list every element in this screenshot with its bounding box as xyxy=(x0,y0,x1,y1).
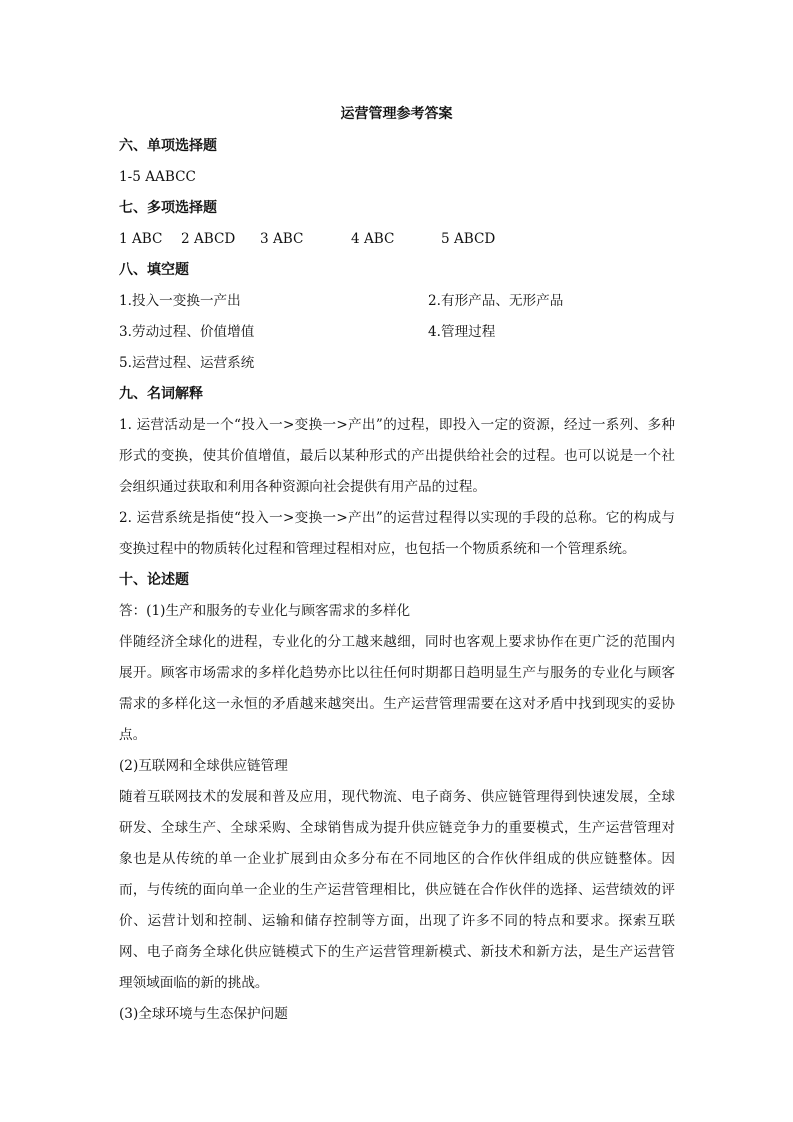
document-body xyxy=(119,131,675,1030)
essay-answer-intro: 答：(1)生产和服务的专业化与顾客需求的多样化 xyxy=(119,603,411,619)
section-heading-multiple-choice: 七、多项选择题 xyxy=(119,200,217,216)
multiple-choice-answer-2: 2 ABCD xyxy=(181,231,236,247)
essay-point-2: (2)互联网和全球供应链管理 xyxy=(119,758,288,774)
fill-blank-row-2 xyxy=(119,317,675,348)
single-choice-answers: 1-5 AABCC xyxy=(119,169,196,185)
fill-blank-row-1 xyxy=(119,286,675,317)
section-heading-term-explanation: 九、名词解释 xyxy=(119,386,203,402)
multiple-choice-answers xyxy=(119,224,675,255)
term-explanation-2: 2. 运营系统是指使“投入一>变换一>产出”的运营过程得以实现的手段的总称。它的构成与变换过程中的物质转化过程和管理过程相对应，也包括一个物质系统和一个管理系统。 xyxy=(119,510,675,557)
section-heading-fill-blank: 八、填空题 xyxy=(119,262,189,278)
essay-paragraph-1: 伴随经济全球化的进程，专业化的分工越来越细，同时也客观上要求协作在更广泛的范围内展开。顾客市场需求的多样化趋势亦比以往任何时期都日趋明显生产与服务的专业化与顾客需求的多样化这一永恒的矛盾越来越突出。生产运营管理需要在这对矛盾中找到现实的妥协点。 xyxy=(119,634,675,743)
essay-point-3: (3)全球环境与生态保护问题 xyxy=(119,1006,288,1022)
essay-paragraph-2: 随着互联网技术的发展和普及应用，现代物流、电子商务、供应链管理得到快速发展，全球研发、全球生产、全球采购、全球销售成为提升供应链竞争力的重要模式，生产运营管理对象也是从传统的单一企业扩展到由众多分布在不同地区的合作伙伴组成的供应链整体。因而，与传统的面向单一企业的生产运营管理相比，供应链在合作伙伴的选择、运营绩效的评价、运营计划和控制、运输和储存控制等方面，出现了许多不同的特点和要求。探索互联网、电子商务全球化供应链模式下的生产运营管理新模式、新技术和新方法，是生产运营管理领域面临的新的挑战。 xyxy=(119,789,675,991)
section-heading-essay: 十、论述题 xyxy=(119,572,189,588)
fill-blank-answer-3: 3.劳动过程、价值增值 xyxy=(119,324,255,340)
multiple-choice-answer-3: 3 ABC xyxy=(260,231,304,247)
section-heading-single-choice: 六、单项选择题 xyxy=(119,138,217,154)
page-title: 运营管理参考答案 xyxy=(340,106,453,122)
fill-blank-answer-1: 1.投入一变换一产出 xyxy=(119,293,241,309)
fill-blank-answer-4: 4.管理过程 xyxy=(428,324,496,340)
term-explanation-1: 1. 运营活动是一个“投入一>变换一>产出”的过程，即投入一定的资源，经过一系列、多种形式的变换，使其价值增值，最后以某种形式的产出提供给社会的过程。也可以说是一个社会组织通过获取和利用各种资源向社会提供有用产品的过程。 xyxy=(119,417,675,495)
multiple-choice-answer-5: 5 ABCD xyxy=(441,231,496,247)
fill-blank-answer-2: 2.有形产品、无形产品 xyxy=(428,293,564,309)
fill-blank-answer-5: 5.运营过程、运营系统 xyxy=(119,355,255,371)
multiple-choice-answer-1: 1 ABC xyxy=(119,231,163,247)
multiple-choice-answer-4: 4 ABC xyxy=(351,231,395,247)
